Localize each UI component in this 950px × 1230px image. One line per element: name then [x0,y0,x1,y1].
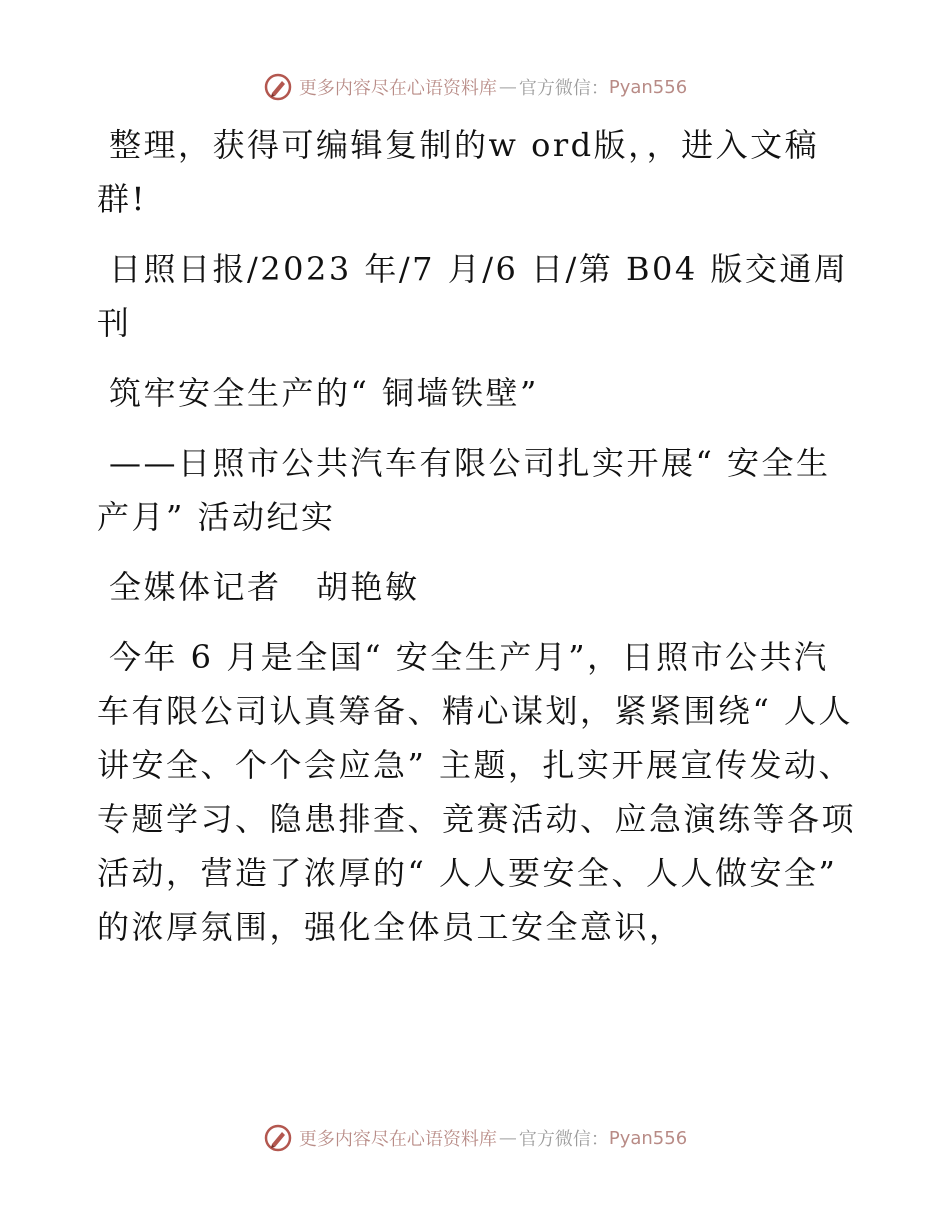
pen-logo-icon [263,1123,293,1153]
body-paragraph: 今年 6 月是全国“ 安全生产月”，日照市公共汽车有限公司认真筹备、精心谋划，紧紧围绕“ 人人讲安全、个个会应急” 主题，扎实开展宣传发动、专题学习、隐患排查、竞赛活动、应急演练等各项活动，营造了浓厚的“ 人人要安全、人人做安全” 的浓厚氛围，强化全体员工安全意识， [97,638,857,946]
watermark-separator: — [498,76,517,98]
watermark-wechat-label: 官方微信： [518,78,609,99]
article-title: 筑牢安全生产的“ 铜墙铁壁” [109,374,539,412]
watermark-brand: 更多内容尽在心语资料库 [298,78,497,99]
header-watermark [0,72,950,102]
pen-logo-icon [263,72,293,102]
watermark-wechat-id: Pyan556 [608,76,688,98]
author-line: 全媒体记者 胡艳敏 [109,568,420,606]
watermark-wechat-id: Pyan556 [608,1127,688,1149]
watermark-wechat-label: 官方微信： [518,1129,609,1150]
watermark-brand: 更多内容尽在心语资料库 [298,1129,497,1150]
source-line: 日照日报/2023 年/7 月/6 日/第 B04 版交通周刊 [97,250,849,342]
watermark-separator: — [498,1127,517,1149]
footer-watermark [0,1123,950,1153]
document-body [97,118,857,970]
article-subtitle: ——日照市公共汽车有限公司扎实开展“ 安全生产月” 活动纪实 [97,444,831,536]
intro-line: 整理，获得可编辑复制的w ord版，，进入文稿群! [97,126,820,218]
